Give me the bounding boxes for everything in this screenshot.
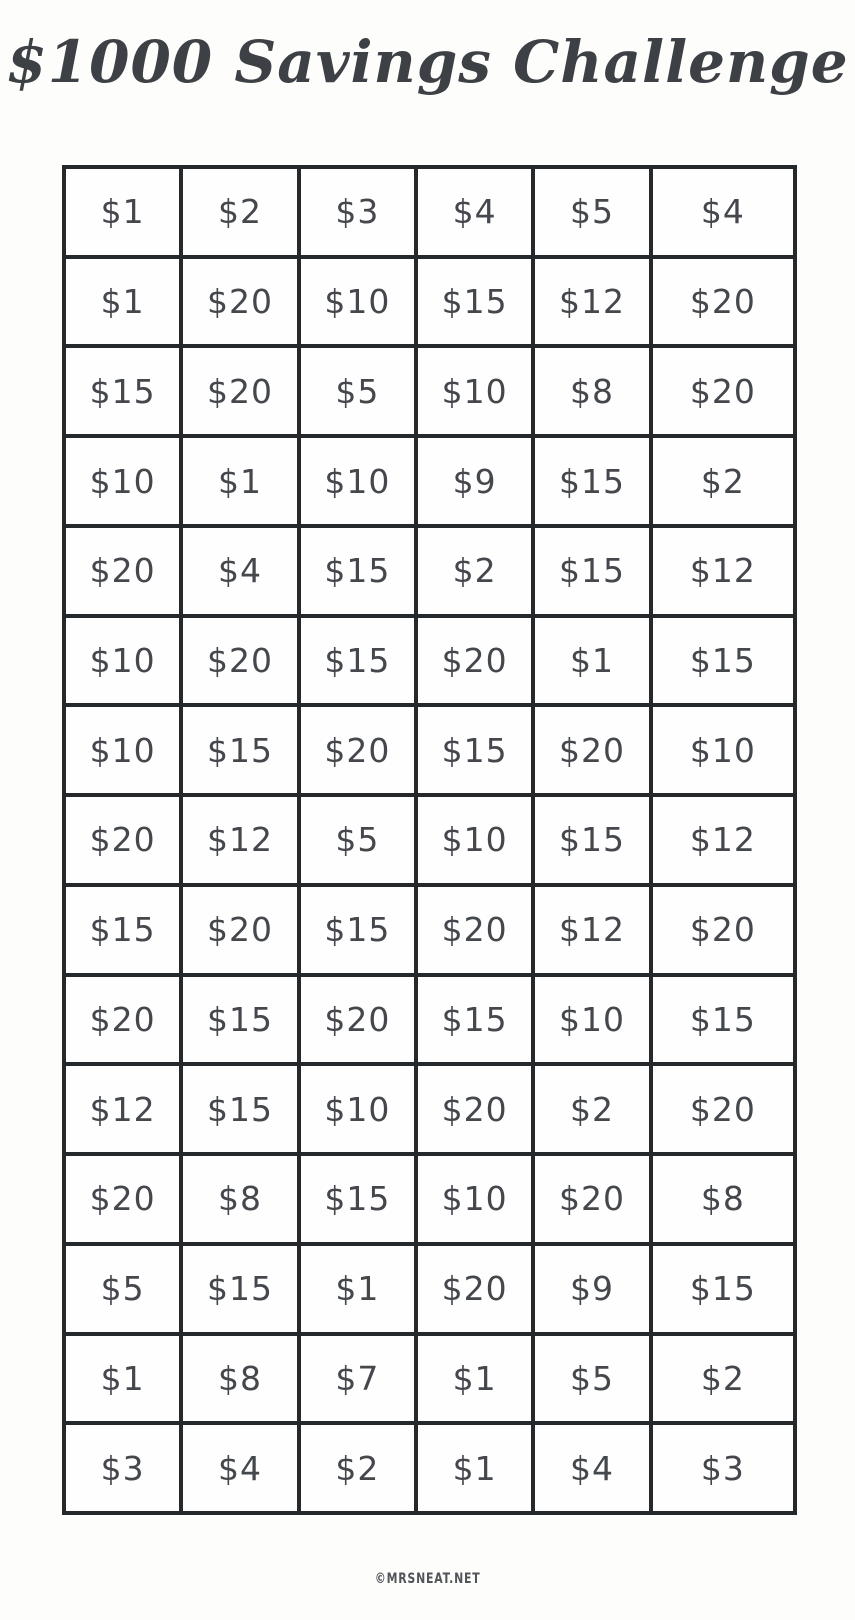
grid-cell: $4 [181, 1423, 298, 1513]
grid-cell: $10 [299, 1064, 416, 1154]
grid-cell: $20 [533, 705, 650, 795]
grid-cell: $12 [651, 795, 795, 885]
grid-cell: $15 [416, 257, 533, 347]
grid-cell: $20 [299, 975, 416, 1065]
grid-cell: $12 [533, 257, 650, 347]
grid-cell: $8 [181, 1334, 298, 1424]
grid-cell: $15 [181, 1244, 298, 1334]
grid-cell: $12 [181, 795, 298, 885]
grid-cell: $10 [299, 436, 416, 526]
grid-cell: $3 [299, 167, 416, 257]
grid-cell: $12 [533, 885, 650, 975]
footer [0, 1571, 855, 1587]
grid-cell: $12 [651, 526, 795, 616]
grid-cell: $2 [181, 167, 298, 257]
grid-cell: $20 [651, 346, 795, 436]
grid-cell: $20 [181, 346, 298, 436]
grid-cell: $1 [181, 436, 298, 526]
grid-cell: $10 [651, 705, 795, 795]
grid-cell: $15 [299, 1154, 416, 1244]
grid-cell: $20 [651, 1064, 795, 1154]
grid-cell: $1 [299, 1244, 416, 1334]
grid-cell: $5 [299, 346, 416, 436]
grid-cell: $4 [416, 167, 533, 257]
grid-cell: $15 [651, 616, 795, 706]
grid-cell: $15 [416, 975, 533, 1065]
grid-cell: $3 [64, 1423, 181, 1513]
grid-cell: $15 [651, 975, 795, 1065]
footer-credit: ©MRSNEAT.NET [374, 1571, 481, 1587]
grid-cell: $4 [533, 1423, 650, 1513]
grid-cell: $5 [64, 1244, 181, 1334]
grid-cell: $8 [533, 346, 650, 436]
grid-cell: $1 [533, 616, 650, 706]
grid-cell: $20 [533, 1154, 650, 1244]
grid-cell: $10 [64, 616, 181, 706]
grid-cell: $8 [181, 1154, 298, 1244]
grid-cell: $15 [533, 436, 650, 526]
grid-cell: $4 [181, 526, 298, 616]
grid-cell: $20 [181, 257, 298, 347]
grid-cell: $20 [64, 795, 181, 885]
grid-cell: $5 [533, 167, 650, 257]
grid-cell: $1 [64, 1334, 181, 1424]
grid-cell: $12 [64, 1064, 181, 1154]
page-title: $1000 Savings Challenge [6, 28, 849, 96]
grid-cell: $10 [416, 1154, 533, 1244]
grid-cell: $20 [64, 526, 181, 616]
grid-cell: $10 [533, 975, 650, 1065]
grid-cell: $2 [651, 436, 795, 526]
grid-cell: $20 [181, 885, 298, 975]
grid-cell: $15 [299, 526, 416, 616]
grid-cell: $15 [181, 975, 298, 1065]
grid-cell: $2 [533, 1064, 650, 1154]
grid-cell: $15 [533, 526, 650, 616]
grid-cell: $20 [416, 1244, 533, 1334]
grid-cell: $20 [651, 257, 795, 347]
grid-cell: $15 [416, 705, 533, 795]
grid-cell: $1 [64, 167, 181, 257]
grid-cell: $20 [64, 975, 181, 1065]
grid-cell: $20 [299, 705, 416, 795]
grid-cell: $20 [181, 616, 298, 706]
grid-cell: $7 [299, 1334, 416, 1424]
grid-cell: $5 [533, 1334, 650, 1424]
grid-cell: $20 [64, 1154, 181, 1244]
grid-cell: $15 [651, 1244, 795, 1334]
grid-cell: $2 [651, 1334, 795, 1424]
grid-cell: $9 [533, 1244, 650, 1334]
grid-cell: $20 [416, 1064, 533, 1154]
grid-cell: $20 [416, 885, 533, 975]
grid-cell: $1 [64, 257, 181, 347]
grid-cell: $10 [416, 346, 533, 436]
grid-cell: $15 [299, 616, 416, 706]
grid-cell: $10 [299, 257, 416, 347]
grid-cell: $8 [651, 1154, 795, 1244]
grid-cell: $10 [64, 705, 181, 795]
grid-cell: $4 [651, 167, 795, 257]
grid-cell: $20 [651, 885, 795, 975]
grid-cell: $15 [533, 795, 650, 885]
grid-cell: $9 [416, 436, 533, 526]
savings-grid [62, 165, 797, 1515]
grid-cell: $15 [64, 885, 181, 975]
grid-cell: $15 [64, 346, 181, 436]
grid-cell: $5 [299, 795, 416, 885]
grid-cell: $1 [416, 1423, 533, 1513]
grid-cell: $20 [416, 616, 533, 706]
grid-cell: $1 [416, 1334, 533, 1424]
grid-cell: $2 [299, 1423, 416, 1513]
grid-cell: $10 [64, 436, 181, 526]
grid-cell: $10 [416, 795, 533, 885]
grid-cell: $2 [416, 526, 533, 616]
grid-cell: $3 [651, 1423, 795, 1513]
grid-cell: $15 [181, 1064, 298, 1154]
grid-cell: $15 [299, 885, 416, 975]
grid-cell: $15 [181, 705, 298, 795]
